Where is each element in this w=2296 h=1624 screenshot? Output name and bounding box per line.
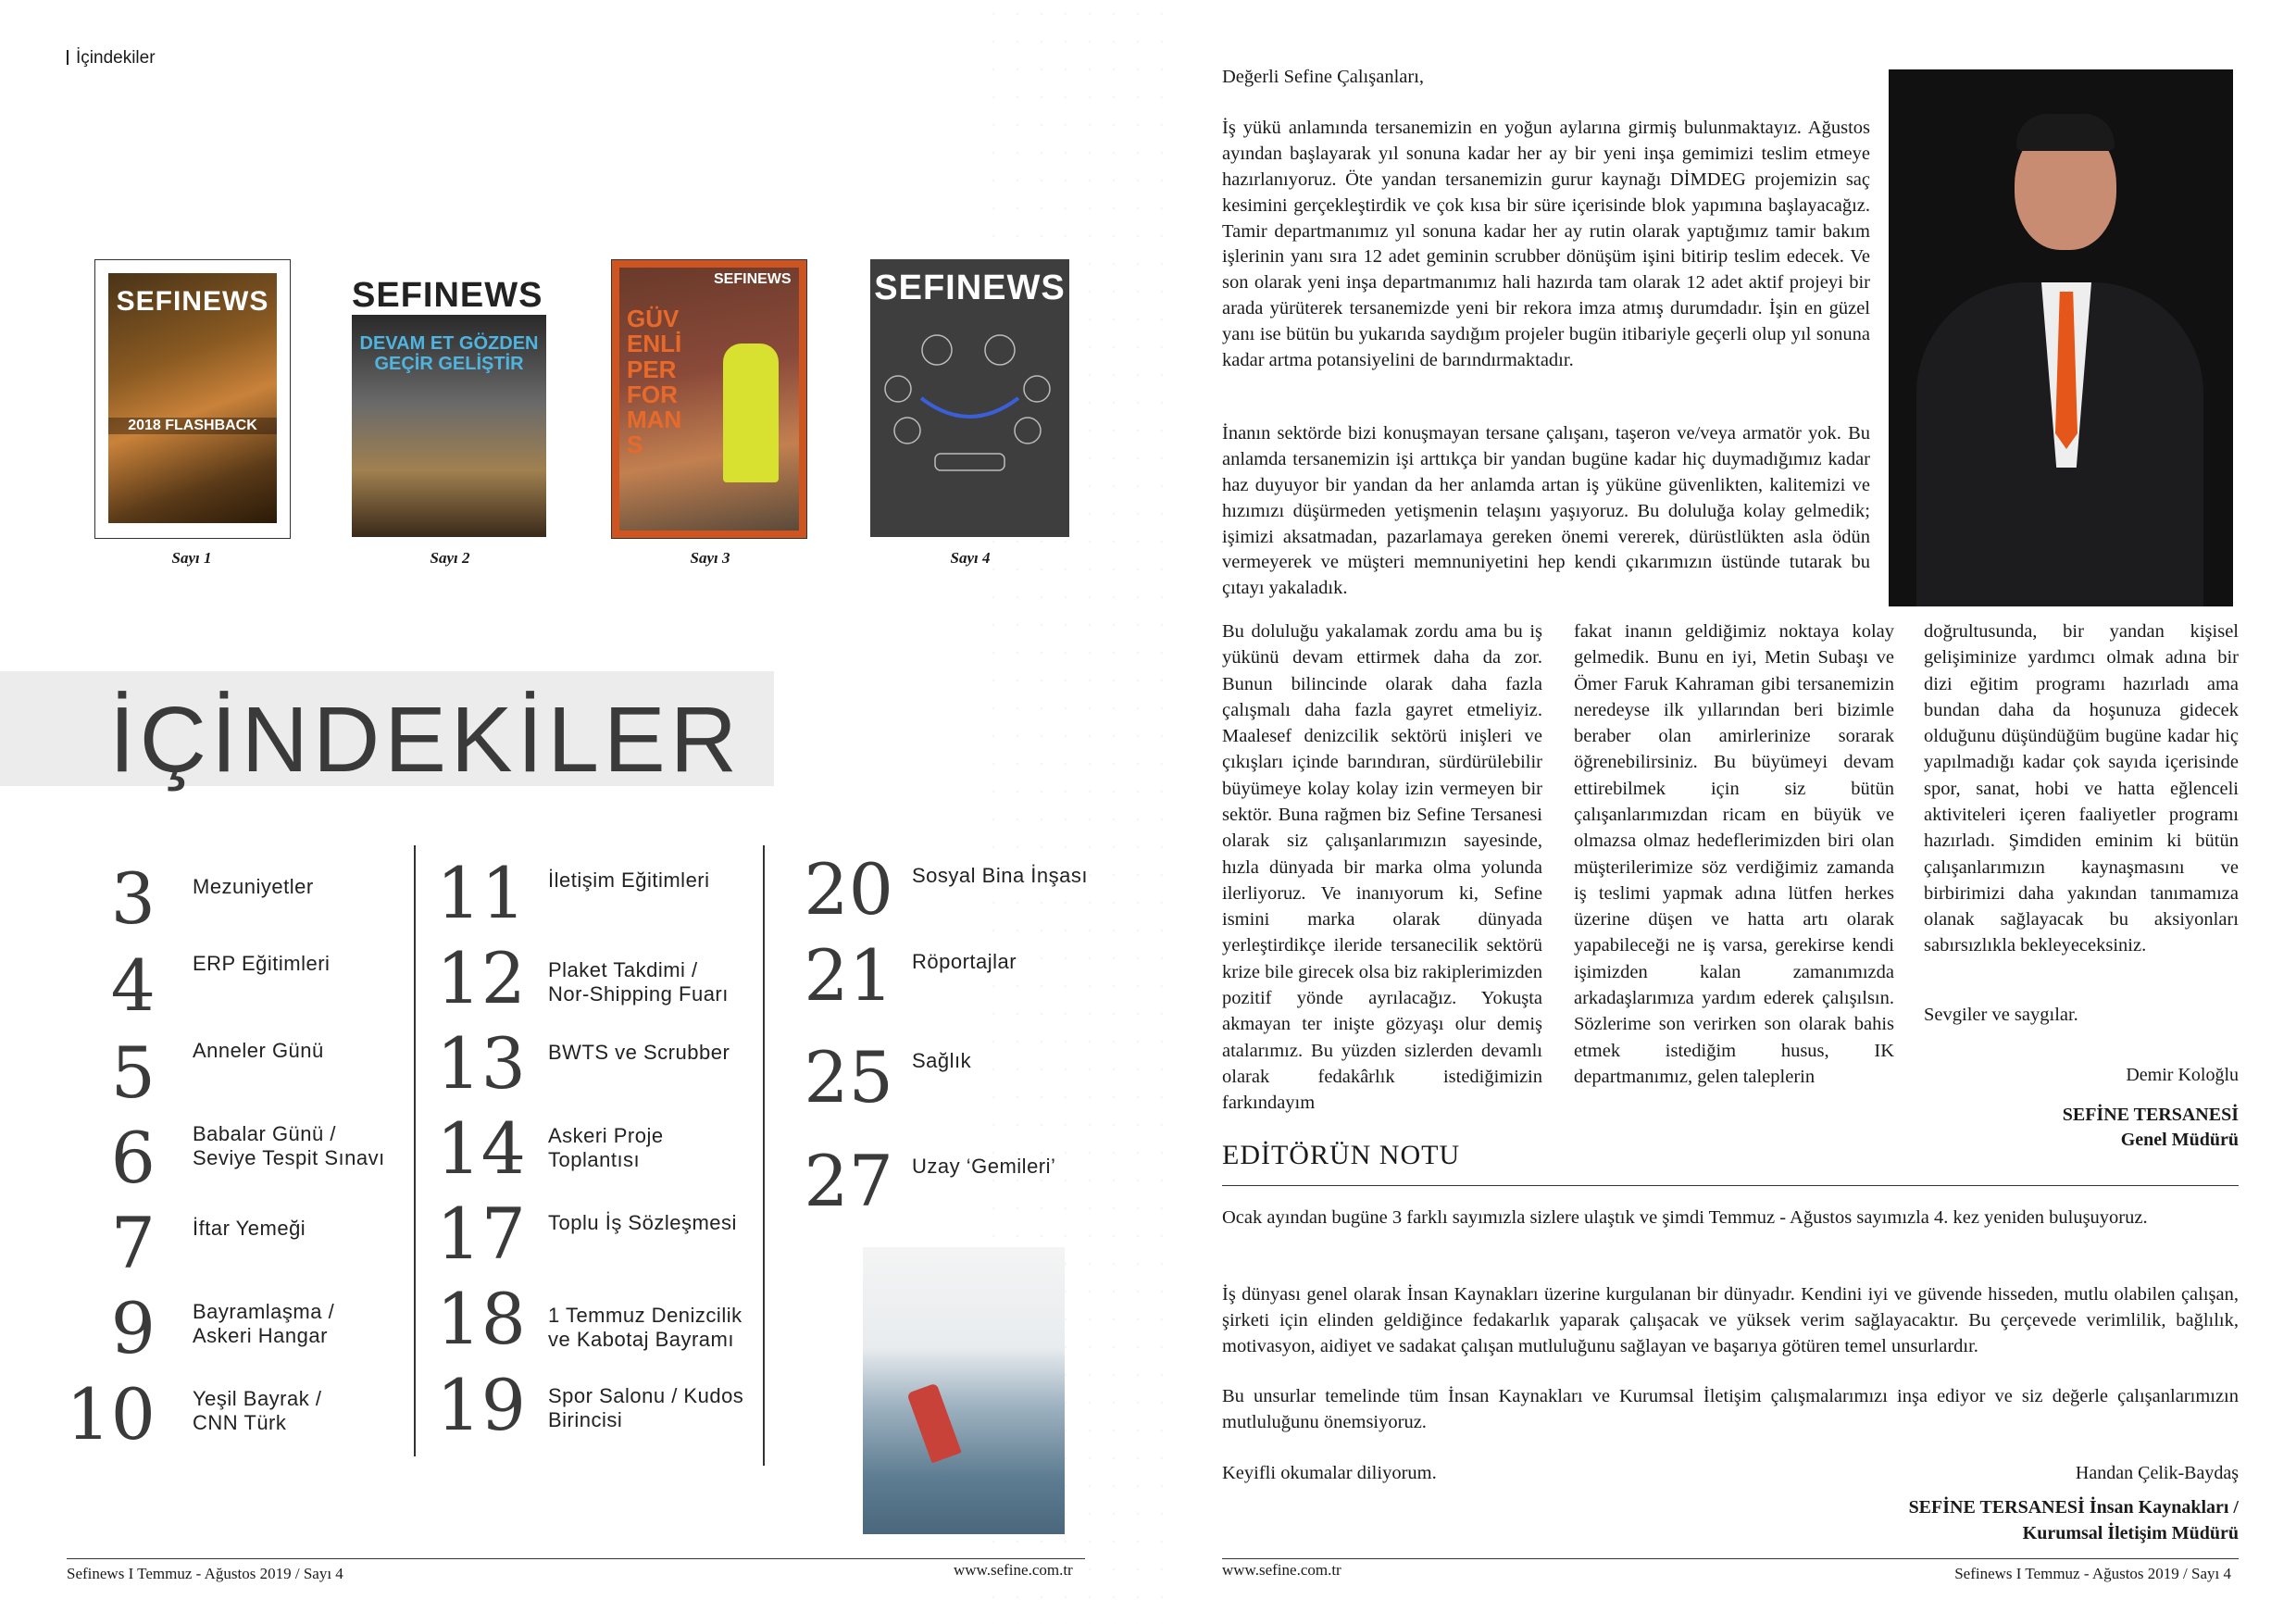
toc-number: 17	[436, 1193, 526, 1275]
letter-column-3: doğrultusunda, bir yandan kişisel gelişiminize yardımcı olmak adına bir dizi eğitim programı hazırladı ama bundan daha da hoşunuza gidecek olduğunu düşündüğüm bugüne kadar hiç yapılmadığı kadar çok sayıda içerisinde spor, sanat, hobi ve hatta eğlenceli aktiviteleri içeren faaliyetler programı hazırladı. Şimdiden eminim ki bütün çalışanlarımızın kaynaşmasını ve birbirimizi daha yakından tanımamıza olanak sağlayacak bu aksiyonları sabırsızlıkla bekleyeceksiniz.	[1924, 621, 2239, 956]
letter-column-1: Bu doluluğu yakalamak zordu ama bu iş yükünü devam ettirmek daha da zor. Bunun bilincinde olarak daha fazla çalışmalı daha fazla gayret etmeliyiz. Maalesef denizcilik sektörü inişleri ve çıkışları içinde barındıran, sürdürülebilir büyümeye kolay kolay izin vermeyen bir sektör. Buna rağmen biz Sefine Tersanesi olarak siz çalışanlarımızın sayesinde, hızla dünyada bir marka olma yolunda ilerliyoruz. Ve inanıyorum ki, Sefine ismini marka olarak dünyada yerleştirdikçe ileride tersanecilik sektörü krize bile girecek olsa biz rakiplerimizden pozitif yönde ayrılacağız. Yokuşta akmayan ter inişte gözyaşı olur demiş atalarımız. Bu yüzden sizlerden devamlı olarak fedakârlık istediğimizin farkındayım	[1222, 621, 1542, 1114]
letter-greeting: Değerli Sefine Çalışanları,	[1222, 67, 1425, 87]
toc-item[interactable]: İftar Yemeği	[193, 1217, 306, 1240]
toc-number: 9	[110, 1287, 156, 1369]
toc-item[interactable]: Anneler Günü	[193, 1039, 324, 1062]
toc-item[interactable]: Sağlık	[912, 1049, 972, 1072]
toc-item[interactable]: Yeşil Bayrak / CNN Türk	[193, 1387, 322, 1434]
editor-paragraph-1: Ocak ayından bugüne 3 farklı sayımızla sizlere ulaştık ve şimdi Temmuz - Ağustos sayımızla 4. kez yeniden buluşuyoruz.	[1222, 1207, 2148, 1228]
toc-number: 27	[804, 1140, 893, 1222]
toc-item[interactable]: Sosyal Bina İnşası	[912, 864, 1088, 887]
cover-caption-3: Sayı 3	[690, 549, 730, 567]
cover-caption-1: Sayı 1	[171, 549, 212, 567]
cover-issue-4[interactable]: SEFINEWS	[870, 259, 1069, 537]
toc-number: 5	[110, 1031, 156, 1114]
footer-rule	[67, 1558, 1085, 1559]
toc-item[interactable]: 1 Temmuz Denizcilik ve Kabotaj Bayramı	[548, 1304, 742, 1351]
toc-item[interactable]: Bayramlaşma / Askeri Hangar	[193, 1300, 335, 1347]
toc-item[interactable]: Uzay ‘Gemileri’	[912, 1155, 1056, 1178]
letter-paragraph-2: İnanın sektörde bizi konuşmayan tersane çalışanı, taşeron ve/veya armatör yok. Bu anlamda tersanemizin işi arttıkça bir yandan bugüne kadar hiç duymadığımız kadar haz duyuyor bir yandan da her anlamda artan iş yüküne güvenlikten, kalitemizi ve hızımızı düşürmeden yetişmenin telaşını yaşıyoruz. Bu doluluğa kolay gelmedik; işimizi aksatmadan, pazarlamaya gereken önemi vererek, dürüstlükten asla ödün vermeyerek ve müşteri memnuniyetini hep kendi çıkarımızın üstünde tutarak bu çıtayı yakaladık.	[1222, 423, 1870, 599]
toc-number: 13	[436, 1022, 526, 1105]
footer-right: www.sefine.com.tr	[954, 1561, 1073, 1579]
toc-number: 20	[804, 848, 893, 931]
cover-caption-4: Sayı 4	[950, 549, 991, 567]
toc-item[interactable]: Röportajlar	[912, 950, 1017, 973]
back-cover-thumbnail[interactable]	[863, 1247, 1065, 1534]
toc-number: 7	[110, 1202, 156, 1284]
footer-left: www.sefine.com.tr	[1222, 1561, 1341, 1579]
cover-issue-3[interactable]: SEFINEWS GÜVENLİ PERFORMANS	[611, 259, 807, 539]
signature-company: SEFİNE TERSANESİ	[2062, 1105, 2239, 1125]
editor-paragraph-2: İş dünyası genel olarak İnsan Kaynakları üzerine kurgulanan bir dünyadır. Kendini iyi ve güvende hisseden, mutlu olabilen çalışan, şirketi için elinden geldiğince fedakarlık yaparak çalışacak ve yüksek verim sağlayacaktır. Bu çerçevede verimlilik, bağlılık, motivasyon, aidiyet ve sadakat çalışan mutluluğunu sağlayan ve başarıya götüren temel unsurlardır.	[1222, 1284, 2239, 1356]
toc-item[interactable]: Mezuniyetler	[193, 875, 314, 898]
toc-number: 14	[436, 1107, 526, 1190]
letter-paragraph-1: İş yükü anlamında tersanemizin en yoğun aylarına girmiş bulunmaktayız. Ağustos ayından başlayarak yıl sonuna kadar her ay bir yeni inşa gemimizi teslim etmeye hazırlanıyoruz. Öte yandan tersanemizin gurur kaynağı DİMDEG projemizin saç kesimini gerçekleştirdik ve çok kısa bir süre içerisinde blok yapımına başlayacağız. Tamir departmanımız yıl sonuna kadar her ay rutin olarak yaptığımız tamir bakım işlerinin yanı sıra 12 adet geminin scrubber dönüşüm işini bitirip teslim edecek. Ve son olarak yeni inşa departmanımız hali hazırda tam olarak 12 adet aktif projeyi bir arada yürüterek tersanemizde yeni bir rekora imza atmış durumdadır. İşin en güzel yanı ise bütün bu yukarıda saydığım projeler bugün itibariyle geçerli olup yıl sonuna kadar artma potansiyelini de barındırmaktadır.	[1222, 118, 1870, 370]
toc-item[interactable]: Askeri Proje Toplantısı	[548, 1124, 664, 1171]
footer-left: Sefinews I Temmuz - Ağustos 2019 / Sayı 4	[67, 1565, 343, 1582]
portrait-photo	[1889, 69, 2233, 606]
toc-number: 12	[436, 937, 526, 1019]
toc-item[interactable]: BWTS ve Scrubber	[548, 1041, 730, 1064]
toc-number: 18	[436, 1278, 526, 1360]
letter-closing: Sevgiler ve saygılar.	[1924, 1005, 2078, 1025]
cover-issue-2[interactable]: SEFINEWS DEVAM ET GÖZDEN GEÇİR GELİŞTİR	[352, 259, 546, 537]
editor-signature-name: Handan Çelik-Baydaş	[2075, 1463, 2239, 1483]
ship-image	[906, 1383, 961, 1464]
signature-name: Demir Koloğlu	[2126, 1065, 2239, 1085]
toc-item[interactable]: İletişim Eğitimleri	[548, 868, 710, 892]
footer-right: Sefinews I Temmuz - Ağustos 2019 / Sayı 4	[1954, 1565, 2231, 1582]
toc-number: 4	[110, 944, 156, 1027]
page-title: İÇİNDEKİLER	[109, 688, 742, 792]
cover-issue-1[interactable]: SEFINEWS 2018 FLASHBACK	[94, 259, 291, 539]
cover-4-diagram	[870, 315, 1069, 500]
toc-item[interactable]: Babalar Günü / Seviye Tespit Sınavı	[193, 1122, 385, 1169]
worker-figure	[723, 344, 779, 482]
editor-signature-title: Kurumsal İletişim Müdürü	[2022, 1523, 2239, 1543]
toc-number: 21	[804, 934, 893, 1017]
toc-number: 3	[110, 857, 156, 940]
editor-note-rule	[1222, 1185, 2239, 1186]
editor-paragraph-3: Bu unsurlar temelinde tüm İnsan Kaynakları ve Kurumsal İletişim çalışmalarımızı inşa ediyor ve siz değerle çalışanlarımızın mutluluğunu önemsiyoruz.	[1222, 1386, 2239, 1432]
letter-column-2: fakat inanın geldiğimiz noktaya kolay gelmedik. Bunu en iyi, Metin Subaşı ve Ömer Faruk Kahraman gibi tersanemizin neredeyse ilk yıllarından beri bizimle beraber olan amirlerinize sorarak öğrenebilirsiniz. Bu büyümeyi devam ettirebilmek için siz bütün çalışanlarımızdan ricam en büyük ve olmazsa olmaz hedeflerimizden biri olan müşterilerimize söz verdiğimiz zamanda iş teslimi yapmak adına lütfen herkes üzerine düşen ve hatta artı olarak yapabileceği ne iş varsa, gerekirse kendi işimizden kalan zamanımızda arkadaşlarımıza yardım ederek çalışılsın. Sözlerime son verirken son olarak bahis etmek istediğim husus, IK departmanımız, gelen taleplerin	[1574, 621, 1894, 1087]
editor-paragraph-4: Keyifli okumalar diliyorum.	[1222, 1463, 1437, 1483]
toc-item[interactable]: ERP Eğitimleri	[193, 952, 331, 975]
toc-item[interactable]: Plaket Takdimi / Nor-Shipping Fuarı	[548, 958, 729, 1006]
toc-number: 6	[110, 1117, 156, 1199]
toc-number: 25	[804, 1036, 893, 1118]
section-tag: İçindekiler	[67, 48, 156, 69]
toc-item[interactable]: Spor Salonu / Kudos Birincisi	[548, 1384, 744, 1431]
toc-number: 19	[436, 1364, 526, 1446]
toc-number: 11	[436, 852, 526, 934]
cover-caption-2: Sayı 2	[430, 549, 470, 567]
toc-item[interactable]: Toplu İş Sözleşmesi	[548, 1211, 737, 1234]
footer-rule	[1222, 1558, 2239, 1559]
toc-number: 10	[66, 1373, 156, 1455]
editor-signature-company: SEFİNE TERSANESİ İnsan Kaynakları /	[1908, 1497, 2239, 1518]
hair	[2016, 114, 2115, 151]
signature-title: Genel Müdürü	[2120, 1130, 2239, 1150]
editor-note-heading: EDİTÖRÜN NOTU	[1222, 1140, 1461, 1170]
